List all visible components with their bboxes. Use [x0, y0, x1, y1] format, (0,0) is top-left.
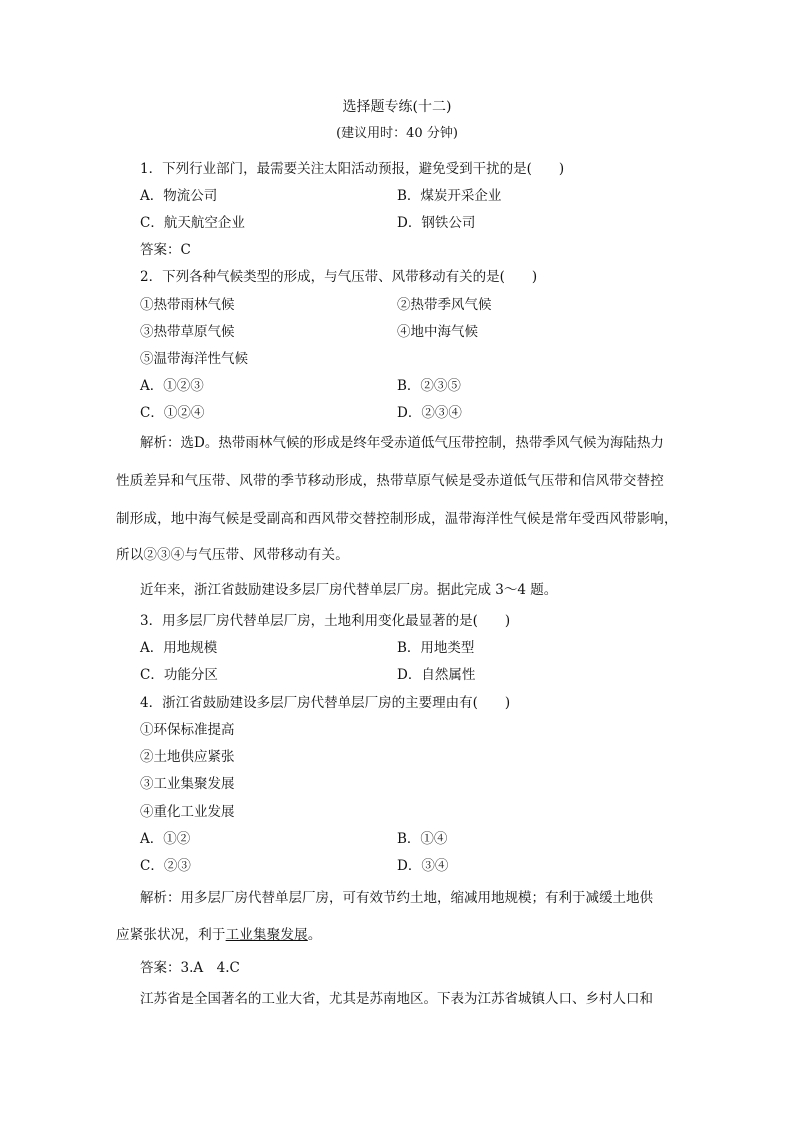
- q2-option-d: D．②③④: [397, 405, 462, 421]
- q3-option-c: C．功能分区: [140, 667, 218, 683]
- q2-stem: 2．下列各种气候类型的形成，与气压带、风带移动有关的是( ): [140, 269, 538, 285]
- q34-answer: 答案：3.A 4.C: [140, 960, 240, 976]
- intro-next: 江苏省是全国著名的工业大省，尤其是苏南地区。下表为江苏省城镇人口、乡村人口和: [140, 991, 653, 1007]
- q2-item-2: ②热带季风气候: [397, 297, 492, 313]
- q2-item-1: ①热带雨林气候: [140, 297, 235, 313]
- q4-item-3: ③工业集聚发展: [140, 776, 235, 792]
- q4-item-4: ④重化工业发展: [140, 804, 235, 820]
- q1-answer: 答案：C: [140, 242, 191, 258]
- q4-option-c: C．②③: [140, 858, 191, 874]
- q1-option-c: C．航天航空企业: [140, 215, 245, 231]
- q2-option-a: A．①②③: [140, 378, 204, 394]
- q2-analysis-line-2: 性质差异和气压带、风带的季节移动形成，热带草原气候是受赤道低气压带和信风带交替控: [116, 473, 664, 489]
- q4-analysis-line-2: [116, 926, 322, 944]
- page-subtitle: (建议用时：40 分钟): [336, 126, 458, 141]
- q4-analysis-line-1: 解析：用多层厂房代替单层厂房，可有效节约土地，缩减用地规模；有利于减缓土地供: [140, 890, 653, 906]
- q1-option-d: D．钢铁公司: [397, 215, 476, 231]
- q2-item-5: ⑤温带海洋性气候: [140, 351, 248, 367]
- q2-analysis-line-3: 制形成，地中海气候是受副高和西风带交替控制形成，温带海洋性气候是常年受西风带影响，: [116, 511, 678, 527]
- q3-option-b: B．用地类型: [397, 640, 475, 656]
- q1-stem: 1．下列行业部门，最需要关注太阳活动预报，避免受到干扰的是( ): [140, 161, 565, 177]
- q3-option-d: D．自然属性: [397, 667, 476, 683]
- q2-item-4: ④地中海气候: [397, 324, 478, 340]
- q4-option-a: A．①②: [140, 831, 191, 847]
- page-title: 选择题专练(十二): [342, 99, 452, 115]
- q2-analysis-line-4: 所以②③④与气压带、风带移动有关。: [116, 547, 349, 563]
- q4-item-1: ①环保标准提高: [140, 722, 235, 738]
- q2-option-c: C．①②④: [140, 405, 205, 421]
- q3-stem: 3．用多层厂房代替单层厂房，土地利用变化最显著的是( ): [140, 613, 511, 629]
- q4-analysis-text: 应紧张状况，利于: [116, 927, 226, 943]
- q4-item-2: ②土地供应紧张: [140, 749, 235, 765]
- intro-q3-q4: 近年来，浙江省鼓励建设多层厂房代替单层厂房。据此完成 3～4 题。: [140, 582, 558, 598]
- q3-option-a: A．用地规模: [140, 640, 218, 656]
- q2-analysis-line-1: 解析：选D。热带雨林气候的形成是终年受赤道低气压带控制，热带季风气候为海陆热力: [140, 435, 664, 451]
- q1-option-a: A．物流公司: [140, 188, 218, 204]
- q4-analysis-underlined: 工业集聚发展: [225, 927, 308, 943]
- q2-item-3: ③热带草原气候: [140, 324, 235, 340]
- q2-option-b: B．②③⑤: [397, 378, 461, 394]
- q4-stem: 4．浙江省鼓励建设多层厂房代替单层厂房的主要理由有( ): [140, 695, 511, 711]
- q1-option-b: B．煤炭开采企业: [397, 188, 502, 204]
- q4-option-b: B．①④: [397, 831, 448, 847]
- q4-analysis-end: 。: [307, 927, 322, 943]
- q4-option-d: D．③④: [397, 858, 449, 874]
